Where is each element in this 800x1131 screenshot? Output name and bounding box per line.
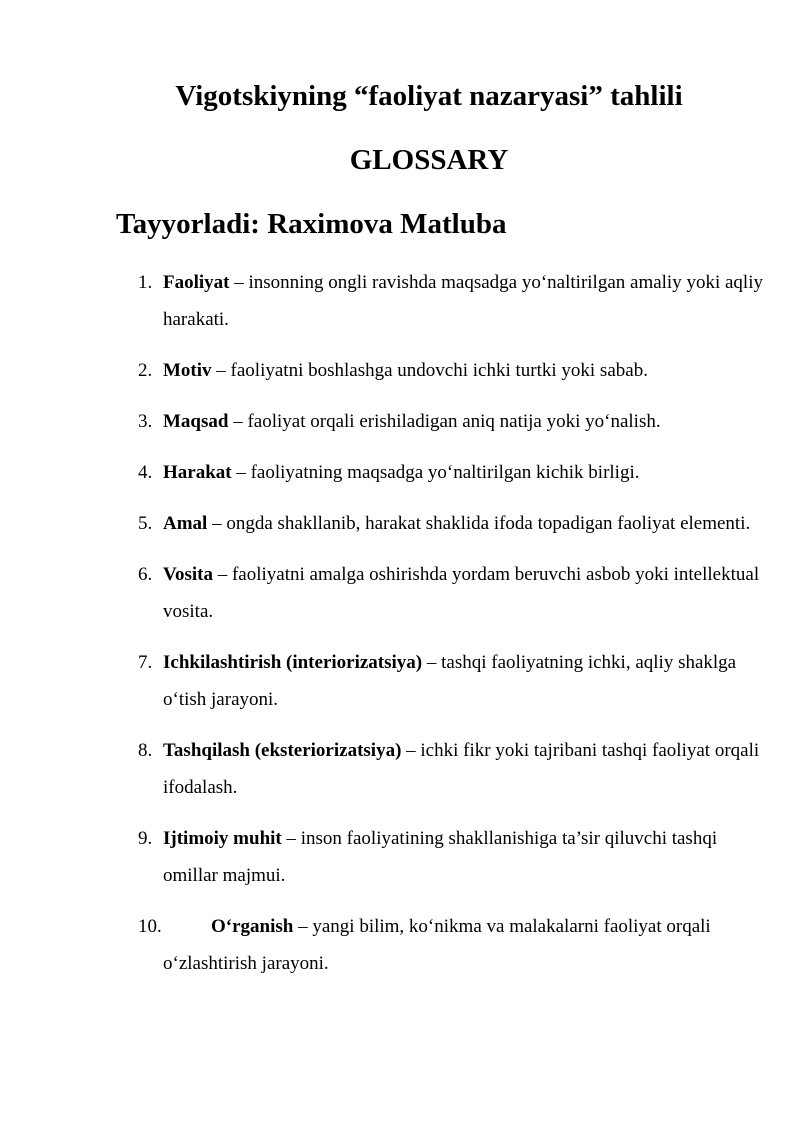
item-term: O‘rganish xyxy=(211,916,294,937)
item-text xyxy=(163,732,763,806)
item-definition: – tashqi faoliyatning ichki, aqliy shaklga o‘tish jarayoni. xyxy=(163,652,737,710)
item-text xyxy=(163,908,763,982)
glossary-list xyxy=(0,264,800,996)
item-number: 7. xyxy=(138,652,153,673)
item-text xyxy=(163,264,763,338)
item-text xyxy=(163,644,763,718)
item-number: 1. xyxy=(138,272,153,293)
glossary-item xyxy=(0,820,800,894)
item-text xyxy=(163,352,763,389)
item-definition: – faoliyatni amalga oshirishda yordam beruvchi asbob yoki intellektual vosita. xyxy=(163,564,760,622)
item-term: Faoliyat xyxy=(163,272,230,293)
document-title: Vigotskiyning “faoliyat nazaryasi” tahlili xyxy=(175,80,683,112)
item-text xyxy=(163,403,763,440)
item-number: 5. xyxy=(138,513,153,534)
item-number: 9. xyxy=(138,828,153,849)
item-number: 2. xyxy=(138,360,153,381)
glossary-item xyxy=(0,908,800,982)
item-term: Ijtimoiy muhit xyxy=(163,828,282,849)
item-definition: – ichki fikr yoki tajribani tashqi faoliyat orqali ifodalash. xyxy=(163,740,760,798)
glossary-item xyxy=(0,403,800,440)
item-term: Vosita xyxy=(163,564,213,585)
item-definition: – faoliyatning maqsadga yo‘naltirilgan kichik birligi. xyxy=(231,462,640,483)
item-number: 6. xyxy=(138,564,153,585)
glossary-item xyxy=(0,732,800,806)
item-number: 8. xyxy=(138,740,153,761)
item-definition: – yangi bilim, ko‘nikma va malakalarni faoliyat orqali o‘zlashtirish jarayoni. xyxy=(163,916,711,974)
item-term: Motiv xyxy=(163,360,212,381)
item-text xyxy=(163,454,763,491)
glossary-item xyxy=(0,352,800,389)
item-text xyxy=(163,820,763,894)
item-text xyxy=(163,505,763,542)
item-number: 10. xyxy=(138,916,162,937)
glossary-item xyxy=(0,556,800,630)
item-definition: – faoliyat orqali erishiladigan aniq natija yoki yo‘nalish. xyxy=(228,411,661,432)
item-number: 4. xyxy=(138,462,153,483)
item-term: Harakat xyxy=(163,462,232,483)
item-number: 3. xyxy=(138,411,153,432)
item-text xyxy=(163,556,763,630)
item-definition: – faoliyatni boshlashga undovchi ichki turtki yoki sabab. xyxy=(211,360,648,381)
glossary-item xyxy=(0,454,800,491)
item-definition: – inson faoliyatining shakllanishiga ta’sir qiluvchi tashqi omillar majmui. xyxy=(163,828,718,886)
item-definition: – ongda shakllanib, harakat shaklida ifoda topadigan faoliyat elementi. xyxy=(207,513,751,534)
item-term: Maqsad xyxy=(163,411,229,432)
item-definition: – insonning ongli ravishda maqsadga yo‘naltirilgan amaliy yoki aqliy harakati. xyxy=(163,272,763,330)
item-term: Tashqilash (eksteriorizatsiya) xyxy=(163,740,402,761)
glossary-item xyxy=(0,644,800,718)
glossary-item xyxy=(0,264,800,338)
glossary-item xyxy=(0,505,800,542)
item-term: Ichkilashtirish (interiorizatsiya) xyxy=(163,652,423,673)
author-line: Tayyorladi: Raximova Matluba xyxy=(116,208,507,240)
item-term: Amal xyxy=(163,513,208,534)
document-subtitle: GLOSSARY xyxy=(349,144,509,176)
